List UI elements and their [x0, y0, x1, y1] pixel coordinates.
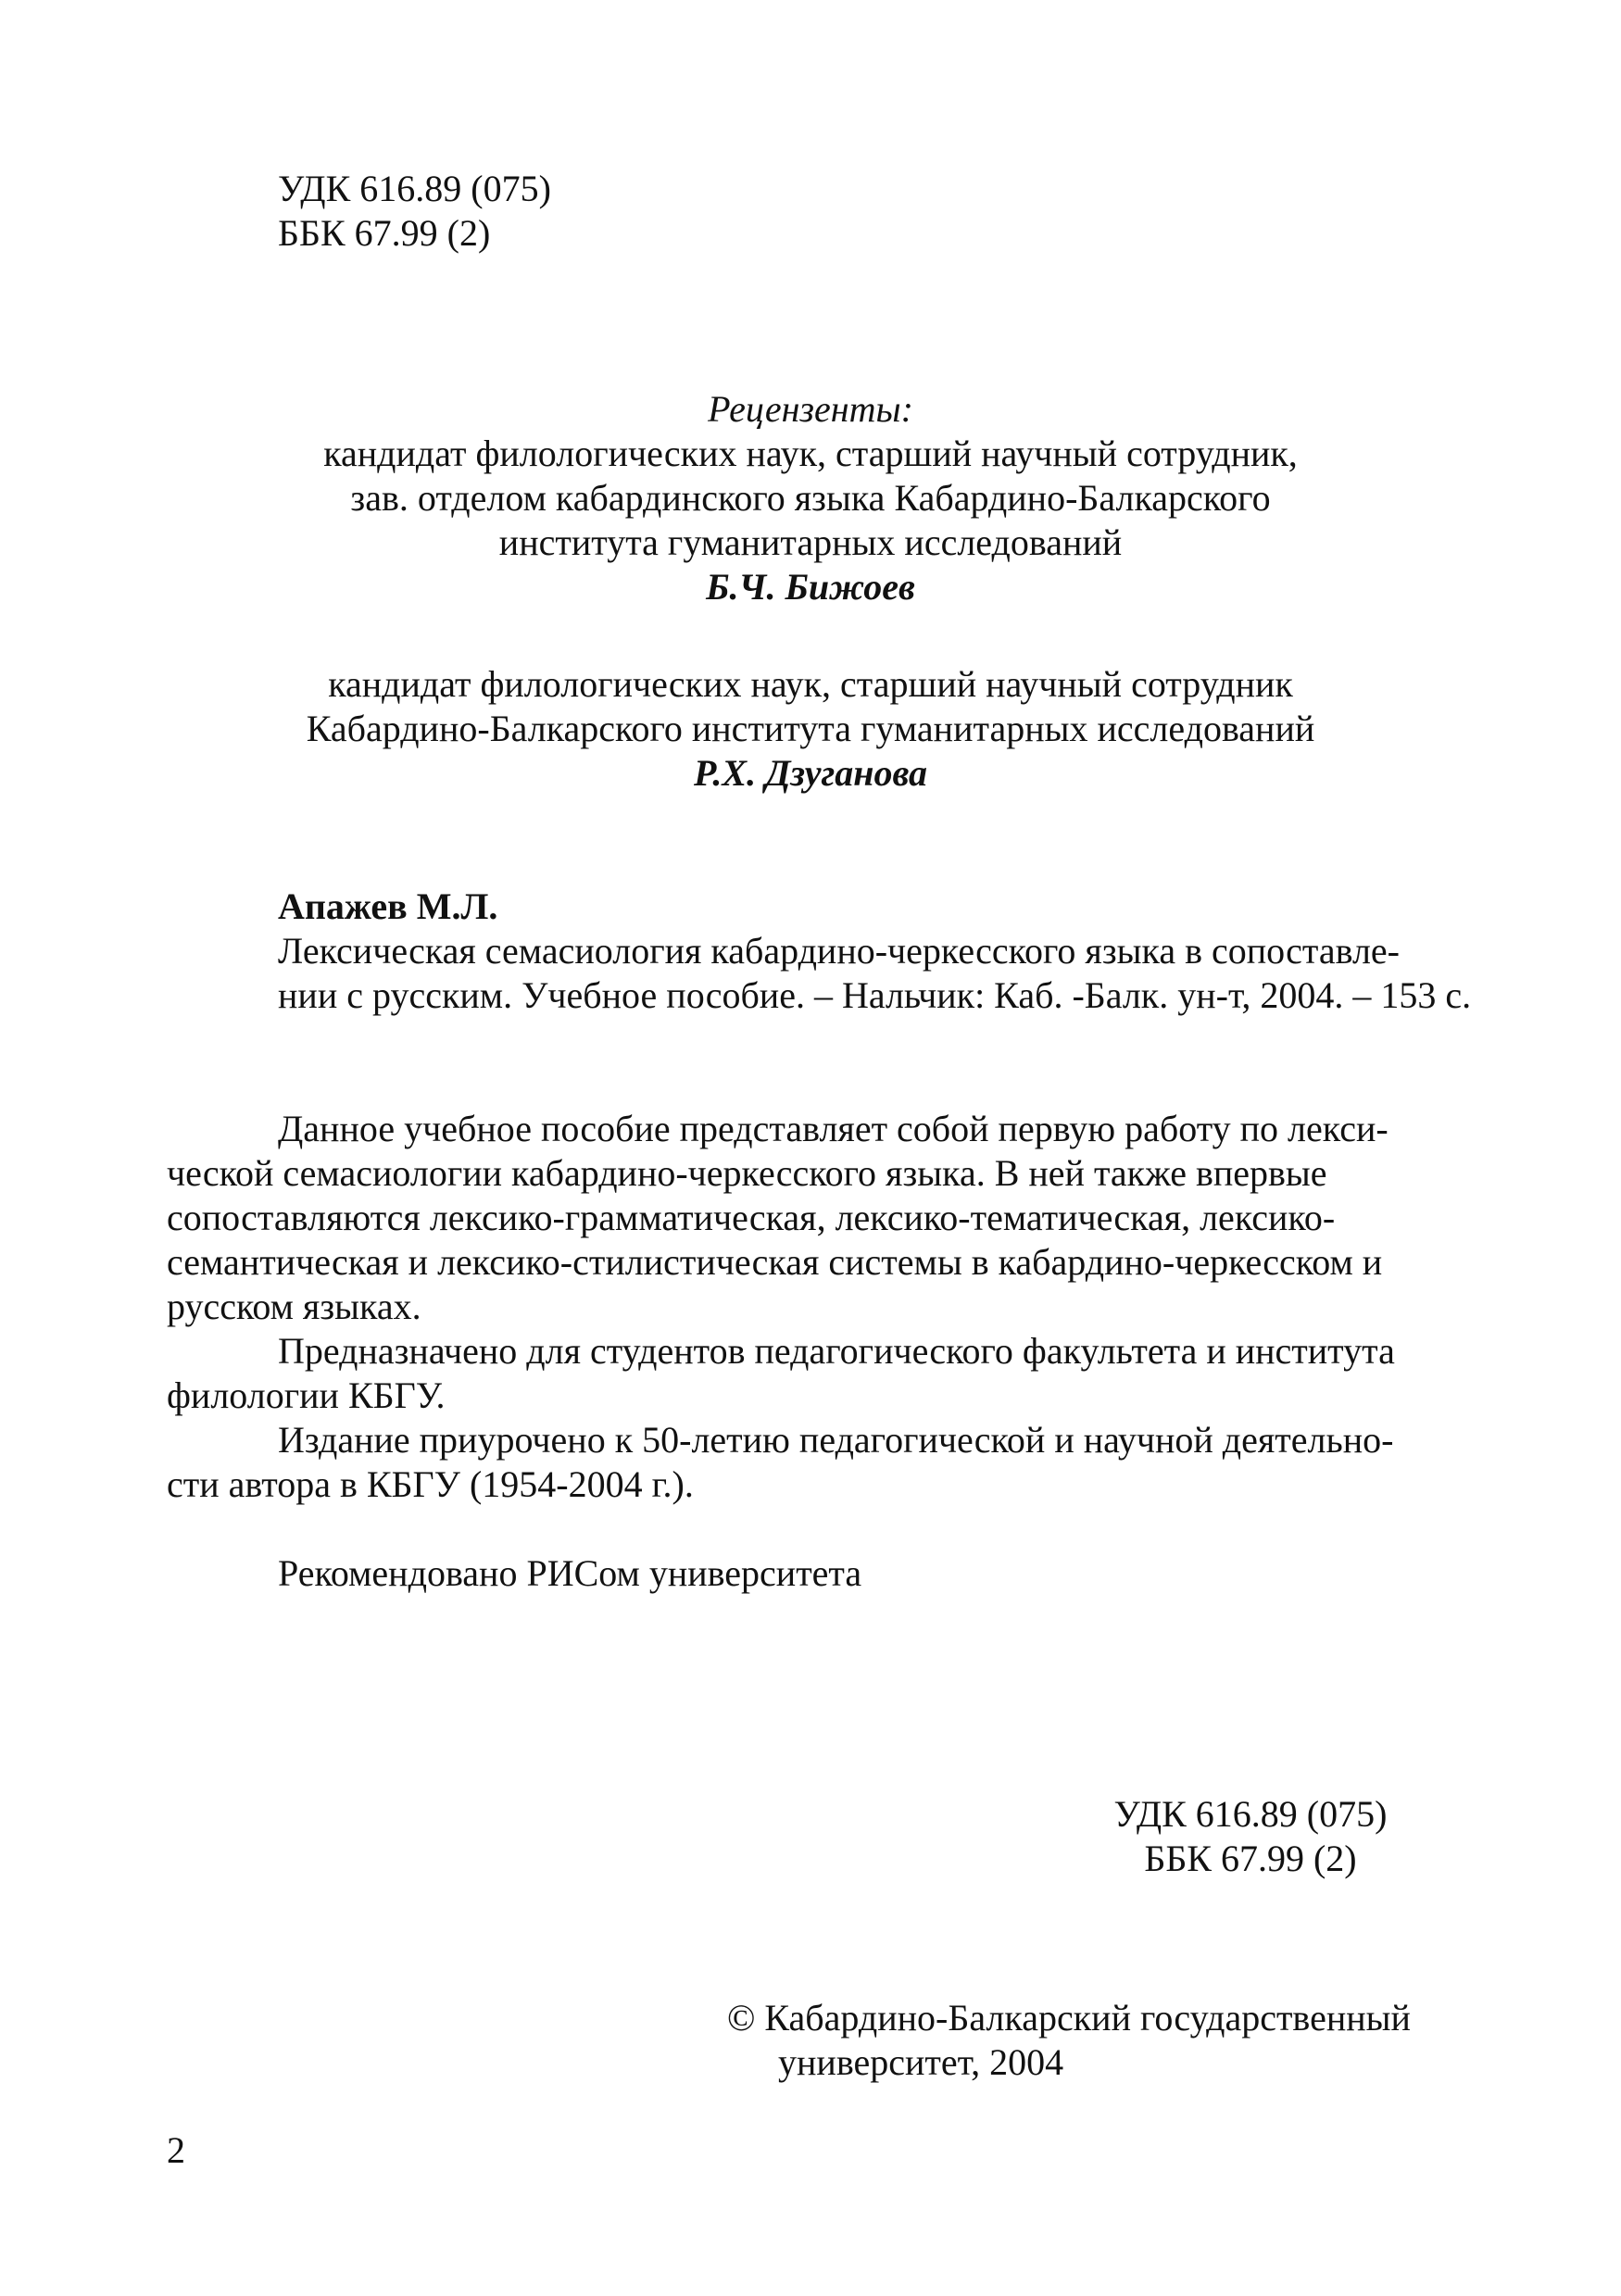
reviewer-2-line: кандидат филологических наук, старший научный сотрудник [328, 663, 1293, 705]
reviewers-heading: Рецензенты: [708, 388, 913, 430]
page-number: 2 [167, 2129, 185, 2171]
reviewer-2-name: Р.Х. Дзуганова [693, 752, 928, 794]
annotation-line: сопоставляются лексико-грамматическая, лексико-тематическая, лексико- [167, 1197, 1336, 1238]
annotation-line: семантическая и лексико-стилистическая системы в кабардино-черкесском и [167, 1241, 1383, 1283]
annotation [167, 1107, 1464, 1507]
copyright-line: университет, 2004 [778, 2041, 1064, 2083]
annotation-paragraph [167, 1329, 1464, 1418]
recommendation-text: Рекомендовано РИСом университета [278, 1552, 862, 1594]
reviewers-block [232, 387, 1389, 609]
udk-code: УДК 616.89 (075) [278, 168, 551, 209]
author-name: Апажев М.Л. [278, 885, 498, 927]
bbk-code: ББК 67.99 (2) [278, 212, 491, 254]
reviewer-2-line: Кабардино-Балкарского института гуманитарных исследований [306, 708, 1315, 749]
annotation-line: Издание приурочено к 50-летию педагогической и научной деятельно- [278, 1419, 1394, 1461]
annotation-paragraph [167, 1418, 1464, 1507]
reviewer-1-line: зав. отделом кабардинского языка Кабардино-Балкарского [350, 477, 1271, 519]
reviewer-2-block [232, 662, 1389, 796]
annotation-line: русском языках. [167, 1286, 421, 1327]
annotation-line: Данное учебное пособие представляет собой первую работу по лекси- [278, 1108, 1389, 1149]
bibliographic-entry [278, 885, 1472, 1018]
annotation-paragraph [167, 1107, 1464, 1329]
udk-code: УДК 616.89 (075) [1113, 1793, 1388, 1835]
reviewer-1-line: кандидат филологических наук, старший научный сотрудник, [323, 433, 1298, 474]
annotation-line: ческой семасиологии кабардино-черкесского языка. В ней также впервые [167, 1152, 1327, 1194]
annotation-line: сти автора в КБГУ (1954-2004 г.). [167, 1463, 694, 1505]
copyright-line: © Кабардино-Балкарский государственный [727, 1997, 1411, 2039]
bottom-codes [1074, 1792, 1426, 1881]
annotation-line: Предназначено для студентов педагогического факультета и института [278, 1330, 1395, 1372]
reviewer-1-line: института гуманитарных исследований [498, 521, 1123, 563]
annotation-line: филологии КБГУ. [167, 1374, 446, 1416]
top-codes [278, 167, 551, 256]
reviewer-1-name: Б.Ч. Бижоев [706, 566, 915, 608]
bibliography-line: Лексическая семасиология кабардино-черкесского языка в сопоставле- [278, 930, 1400, 972]
bbk-code: ББК 67.99 (2) [1144, 1838, 1357, 1879]
copyright-notice [727, 1996, 1411, 2085]
recommendation [278, 1551, 861, 1596]
bibliography-line: нии с русским. Учебное пособие. – Нальчик: Каб. -Балк. ун-т, 2004. – 153 с. [278, 974, 1472, 1016]
